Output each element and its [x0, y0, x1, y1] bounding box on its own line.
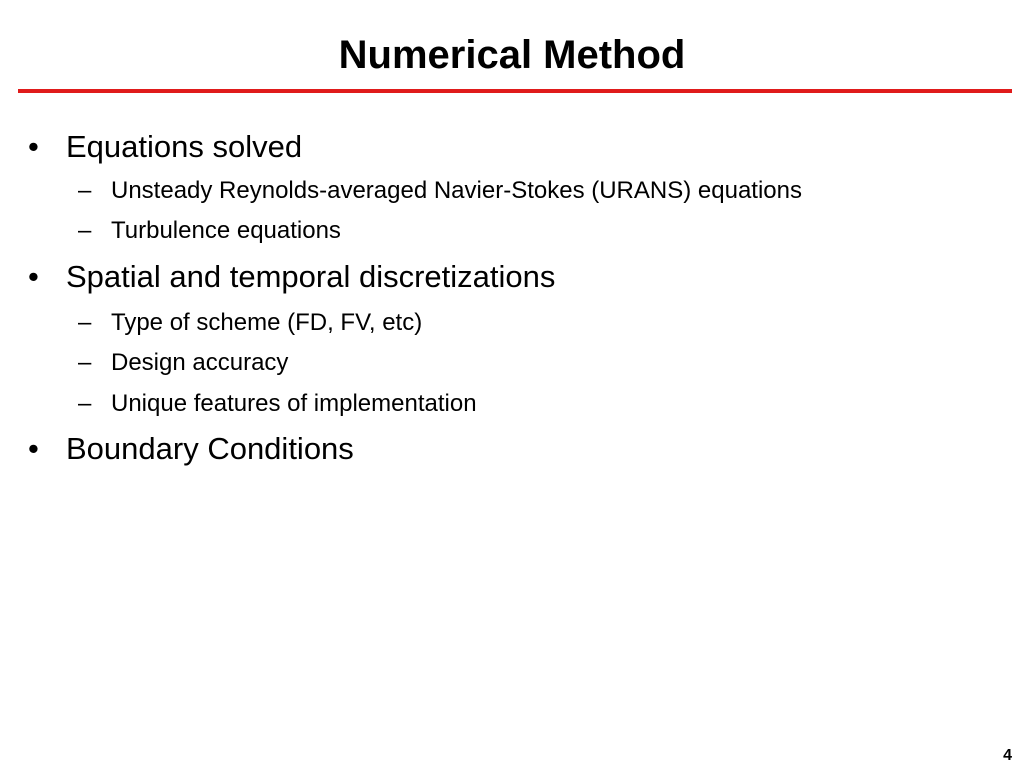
sub-bullet-marker: – [78, 349, 92, 376]
bullet-marker: • [28, 129, 39, 164]
bullet-text: Equations solved [66, 129, 303, 164]
sub-bullet-text: Unsteady Reynolds-averaged Navier-Stokes (URANS) equations [111, 177, 802, 204]
sub-bullet-marker: – [78, 217, 92, 244]
sub-bullet-marker: – [78, 309, 92, 336]
bullet-marker: • [28, 431, 39, 466]
bullet-marker: • [28, 259, 39, 294]
slide-number: 4 [1003, 747, 1012, 764]
slide-title: Numerical Method [338, 33, 686, 77]
sub-bullet-text: Unique features of implementation [111, 390, 477, 417]
bullet-text: Spatial and temporal discretizations [66, 259, 556, 294]
sub-bullet-text: Design accuracy [111, 349, 289, 376]
sub-bullet-marker: – [78, 177, 92, 204]
sub-bullet-text: Type of scheme (FD, FV, etc) [111, 309, 423, 336]
sub-bullet-marker: – [78, 390, 92, 417]
bullet-text: Boundary Conditions [66, 431, 354, 466]
title-divider [18, 89, 1012, 93]
sub-bullet-text: Turbulence equations [111, 217, 341, 244]
